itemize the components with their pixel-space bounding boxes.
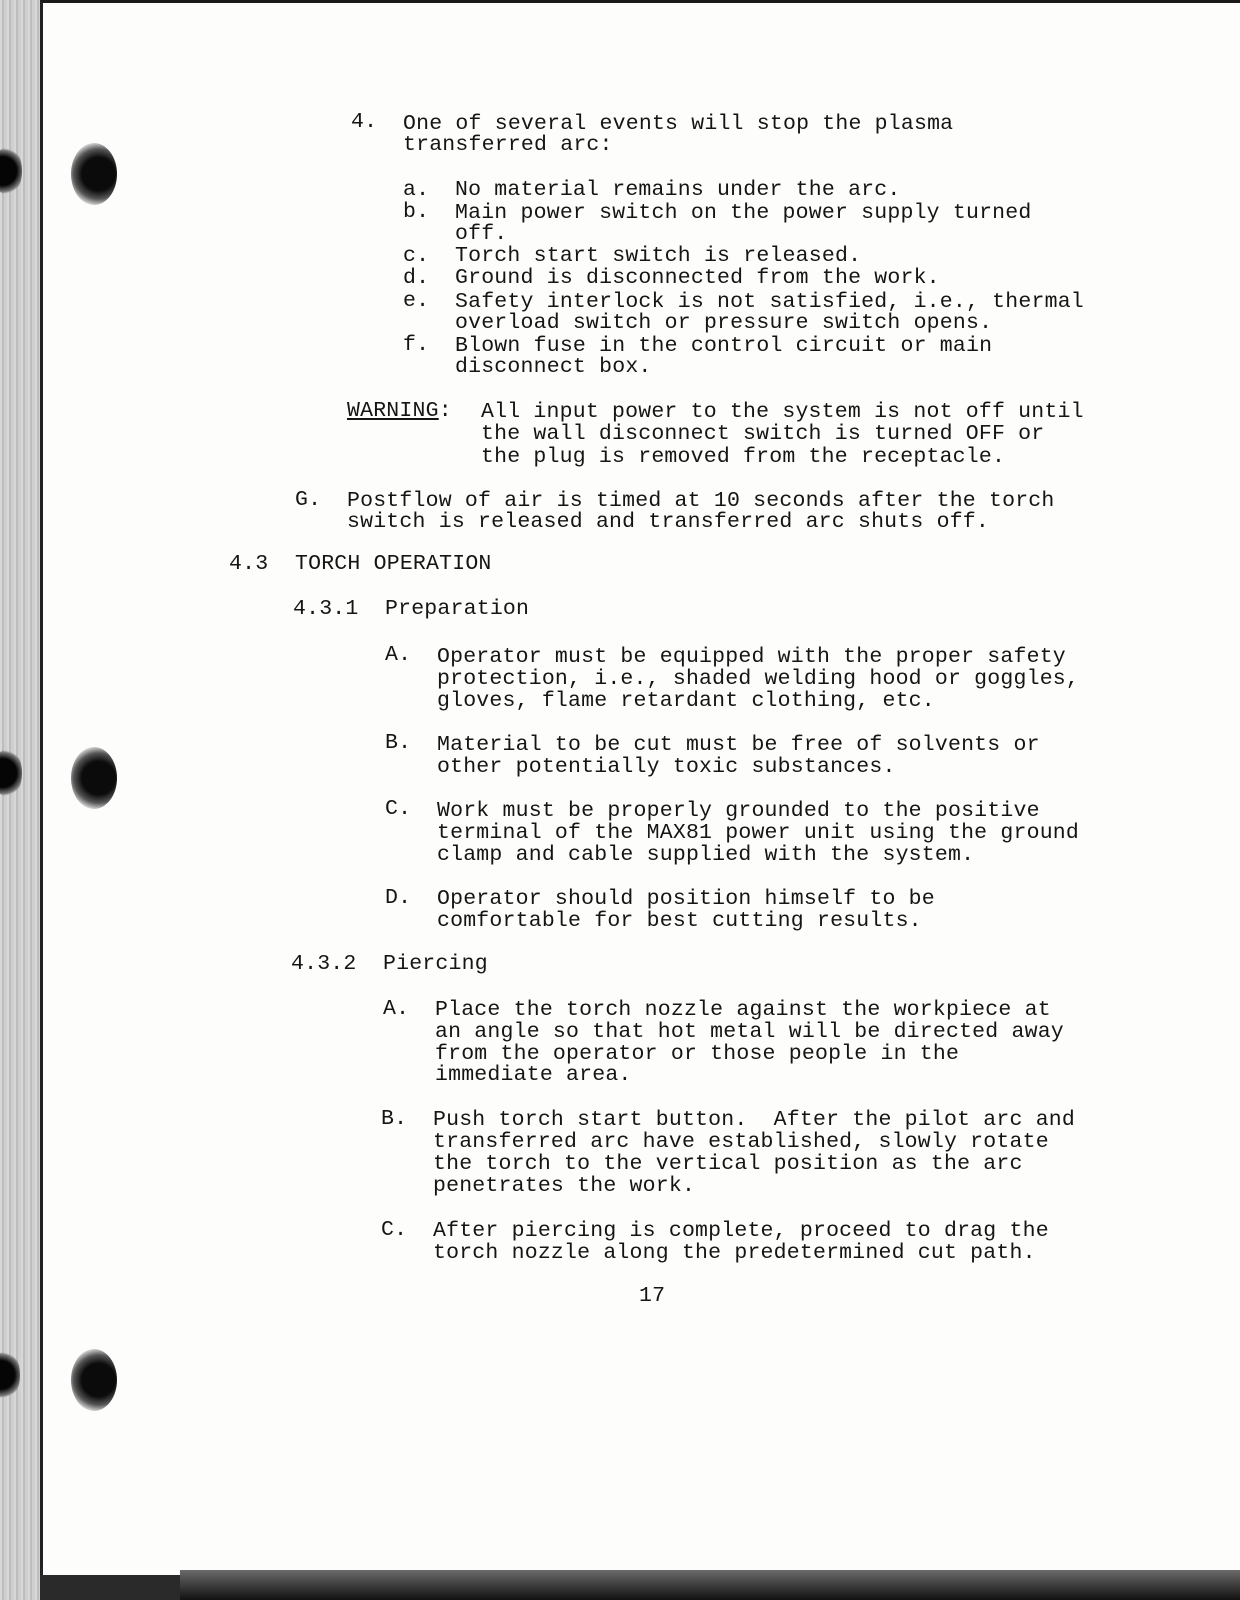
subitem-text: off. <box>455 222 508 246</box>
prep-item-text: Material to be cut must be free of solvents or <box>437 733 1040 757</box>
warning-text-line: the wall disconnect switch is turned OFF or <box>481 422 1045 446</box>
subitem-text: Ground is disconnected from the work. <box>455 266 940 290</box>
subitem-text: Torch start switch is released. <box>455 244 862 268</box>
item-g-text-line: Postflow of air is timed at 10 seconds after the torch <box>347 489 1055 513</box>
pierce-item-text: from the operator or those people in the <box>435 1042 960 1066</box>
item-g-text-line: switch is released and transferred arc shuts off. <box>347 510 990 534</box>
pierce-item-letter: B. <box>381 1107 408 1131</box>
subitem-text: Blown fuse in the control circuit or main <box>455 334 993 358</box>
subitem-text: Safety interlock is not satisfied, i.e., thermal <box>455 290 1084 314</box>
prep-item-letter: C. <box>385 797 412 821</box>
prep-item-text: comfortable for best cutting results. <box>437 909 922 933</box>
warning-text-line: the plug is removed from the receptacle. <box>481 445 1006 469</box>
subsection-number: 4.3.1 <box>293 597 359 621</box>
section-title: TORCH OPERATION <box>295 552 492 576</box>
page-bottom-shadow <box>180 1570 1240 1600</box>
pierce-item-letter: A. <box>383 997 410 1021</box>
warning-label: WARNING <box>347 399 439 423</box>
punch-hole-top <box>71 143 117 205</box>
prep-item-text: terminal of the MAX81 power unit using the ground <box>437 821 1080 845</box>
pierce-item-text: Place the torch nozzle against the workpiece at <box>435 998 1051 1022</box>
prep-item-letter: D. <box>385 886 412 910</box>
pierce-item-text: transferred arc have established, slowly rotate <box>433 1130 1049 1154</box>
warning-text-line: All input power to the system is not off until <box>481 400 1084 424</box>
item-g-letter: G. <box>295 488 322 512</box>
subitem-letter: e. <box>403 289 430 313</box>
pierce-item-text: torch nozzle along the predetermined cut path. <box>433 1241 1036 1265</box>
document-page <box>40 0 1240 1575</box>
warning-label-group <box>347 400 452 422</box>
item-4-text-line: One of several events will stop the plasma <box>403 112 954 136</box>
subitem-letter: c. <box>403 244 430 268</box>
pierce-item-text: After piercing is complete, proceed to drag the <box>433 1219 1049 1243</box>
pierce-item-text: an angle so that hot metal will be directed away <box>435 1020 1064 1044</box>
pierce-item-text: Push torch start button. After the pilot arc and <box>433 1108 1076 1132</box>
prep-item-text: protection, i.e., shaded welding hood or goggles, <box>437 667 1080 691</box>
subitem-letter: a. <box>403 178 430 202</box>
prep-item-text: other potentially toxic substances. <box>437 755 896 779</box>
prep-item-letter: A. <box>385 643 412 667</box>
subitem-text: overload switch or pressure switch opens. <box>455 311 993 335</box>
subitem-letter: b. <box>403 200 430 224</box>
subitem-letter: f. <box>403 333 430 357</box>
punch-hole-bottom <box>71 1349 117 1411</box>
subitem-text: Main power switch on the power supply turned <box>455 201 1032 225</box>
prep-item-text: gloves, flame retardant clothing, etc. <box>437 689 935 713</box>
section-number: 4.3 <box>229 552 269 576</box>
page-number: 17 <box>639 1284 666 1308</box>
pierce-item-text: immediate area. <box>435 1063 632 1087</box>
subitem-text: No material remains under the arc. <box>455 178 901 202</box>
prep-item-text: Work must be properly grounded to the positive <box>437 799 1040 823</box>
pierce-item-text: penetrates the work. <box>433 1174 696 1198</box>
punch-hole-middle <box>71 747 117 809</box>
prep-item-text: Operator should position himself to be <box>437 887 935 911</box>
warning-colon: : <box>438 399 452 423</box>
pierce-item-text: the torch to the vertical position as the arc <box>433 1152 1023 1176</box>
pierce-item-letter: C. <box>381 1218 408 1242</box>
prep-item-text: Operator must be equipped with the proper safety <box>437 645 1066 669</box>
subitem-text: disconnect box. <box>455 355 652 379</box>
item-4-text-line: transferred arc: <box>403 133 613 157</box>
item-4-number: 4. <box>351 110 378 134</box>
prep-item-text: clamp and cable supplied with the system. <box>437 843 975 867</box>
prep-item-letter: B. <box>385 731 412 755</box>
subsection-title: Piercing <box>383 952 488 976</box>
subsection-number: 4.3.2 <box>291 952 357 976</box>
subitem-letter: d. <box>403 266 430 290</box>
subsection-title: Preparation <box>385 597 530 621</box>
